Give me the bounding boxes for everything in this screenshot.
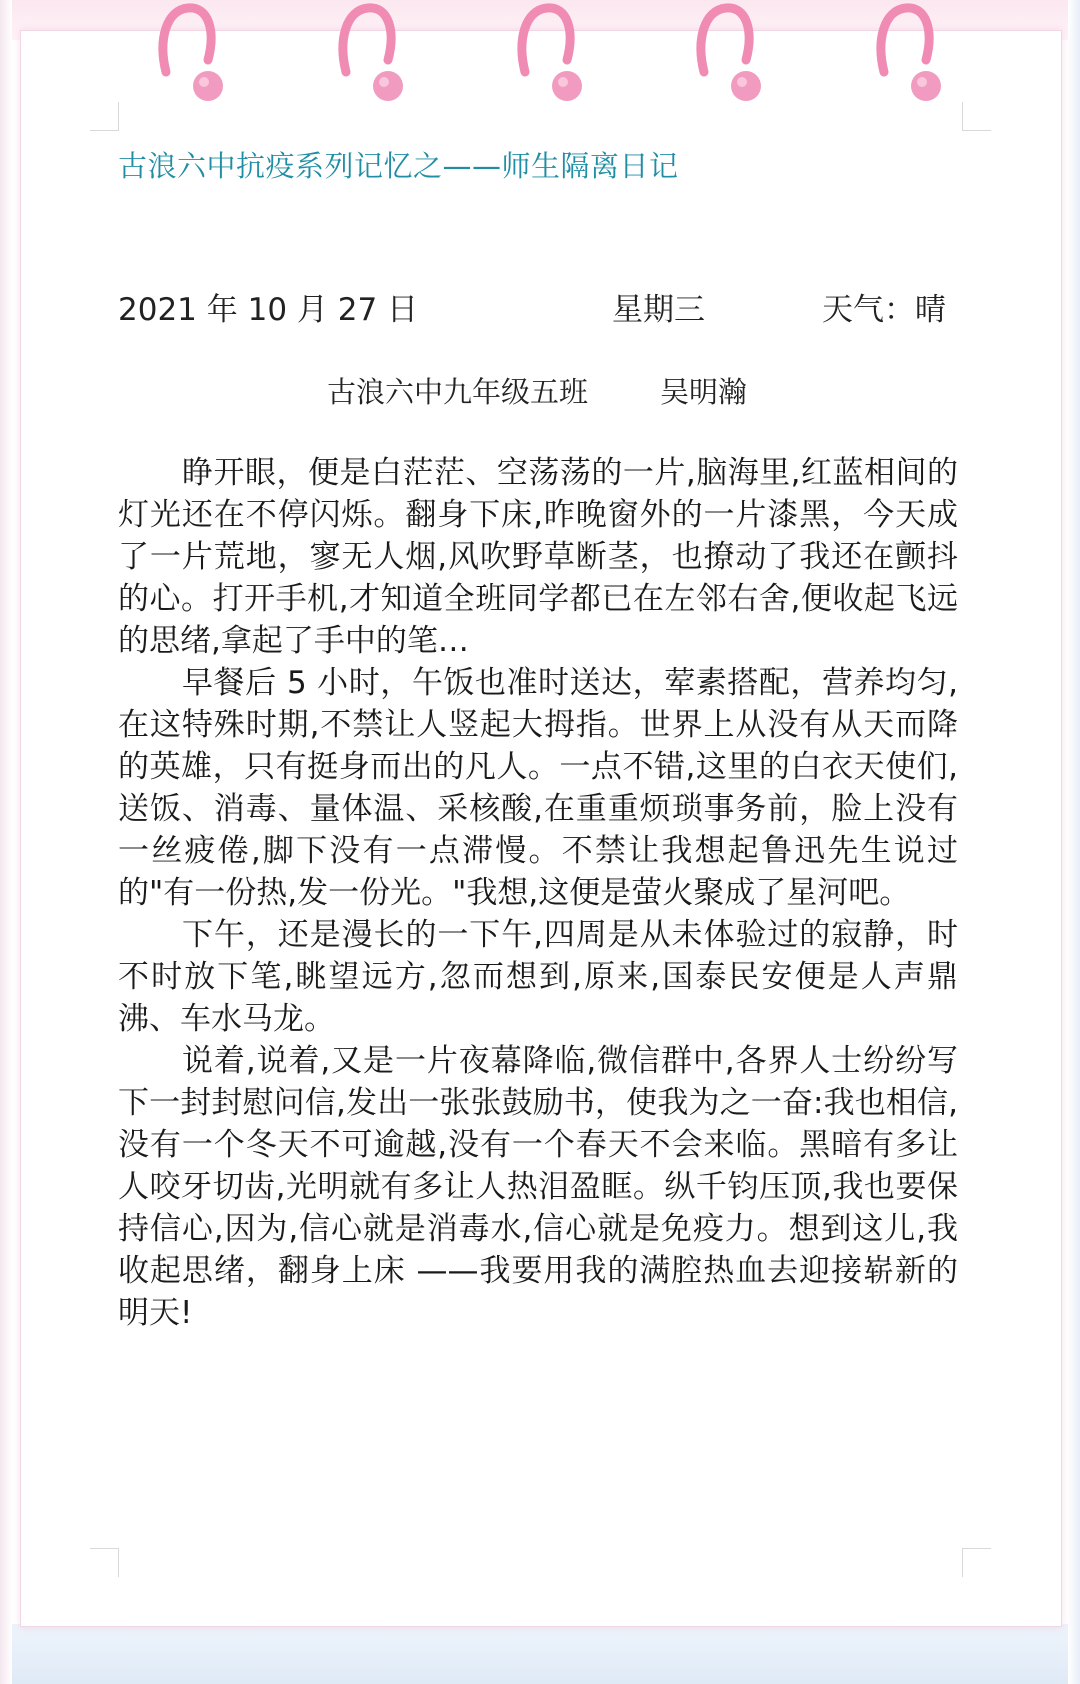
corner-mark-top-left	[90, 102, 119, 131]
diary-body	[118, 452, 958, 1334]
diary-paragraph: 早餐后 5 小时，午饭也准时送达，荤素搭配，营养均匀,在这特殊时期,不禁让人竖起大拇指。世界上从没有从天而降的英雄，只有挺身而出的凡人。一点不错,这里的白衣天使们,送饭、消毒、量体温、采核酸,在重重烦琐事务前，脸上没有一丝疲倦,脚下没有一点滞慢。不禁让我想起鲁迅先生说过的"有一份热,发一份光。"我想,这便是萤火聚成了星河吧。	[118, 665, 958, 911]
background-right	[1068, 0, 1080, 1684]
binder-ring-icon	[864, 0, 944, 110]
author-name: 吴明瀚	[660, 375, 748, 409]
background-bottom	[0, 1624, 1080, 1684]
corner-mark-bottom-right	[962, 1548, 991, 1577]
diary-paragraph: 下午，还是漫长的一下午,四周是从未体验过的寂静，时不时放下笔,眺望远方,忽而想到,原来,国泰民安便是人声鼎沸、车水马龙。	[118, 917, 958, 1037]
diary-date: 2021 年 10 月 27 日	[118, 292, 419, 328]
corner-mark-top-right	[962, 102, 991, 131]
binder-ring-icon	[326, 0, 406, 110]
binder-ring-icon	[146, 0, 226, 110]
background-left	[0, 0, 12, 1684]
binder-ring-icon	[684, 0, 764, 110]
author-class: 古浪六中九年级五班	[327, 375, 589, 409]
diary-paragraph: 睁开眼，便是白茫茫、空荡荡的一片,脑海里,红蓝相间的灯光还在不停闪烁。翻身下床,昨晚窗外的一片漆黑，今天成了一片荒地，寥无人烟,风吹野草断茎，也撩动了我还在颤抖的心。打开手机,才知道全班同学都已在左邻右舍,便收起飞远的思绪,拿起了手中的笔…	[118, 455, 958, 659]
diary-weekday: 星期三	[612, 292, 705, 328]
diary-title: 古浪六中抗疫系列记忆之——师生隔离日记	[118, 149, 679, 183]
diary-weather: 天气：晴	[822, 292, 946, 328]
binder-ring-icon	[505, 0, 585, 110]
diary-paragraph: 说着,说着,又是一片夜幕降临,微信群中,各界人士纷纷写下一封封慰问信,发出一张张鼓励书，使我为之一奋:我也相信,没有一个冬天不可逾越,没有一个春天不会来临。黑暗有多让人咬牙切齿,光明就有多让人热泪盈眶。纵千钧压顶,我也要保持信心,因为,信心就是消毒水,信心就是免疫力。想到这儿,我收起思绪，翻身上床 ——我要用我的满腔热血去迎接崭新的明天!	[118, 1043, 958, 1331]
corner-mark-bottom-left	[90, 1548, 119, 1577]
